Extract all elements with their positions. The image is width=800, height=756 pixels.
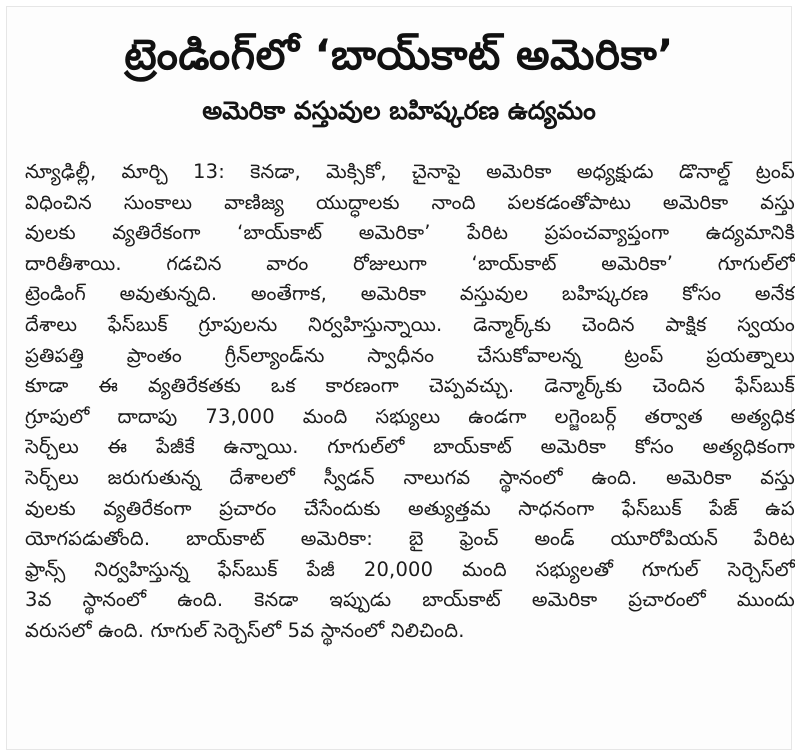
news-clipping	[6, 6, 795, 750]
article-body-line: 3వ స్థానంలో ఉంది. కెనడా ఇప్పుడు బాయ్‌కాట్ అమెరికా ప్రచారంలో ముందు	[25, 588, 795, 612]
article-body-line: కూడా ఈ వ్యతిరేకతకు ఒక కారణంగా చెప్పవచ్చు. డెన్మార్క్‌కు చెందిన ఫేస్‌బుక్	[25, 374, 795, 398]
article-body-line: యోగపడుతోంది. బాయ్‌కాట్ అమెరికా: బై ఫ్రెంచ్ అండ్ యూరోపియన్ పేరిట	[25, 527, 795, 551]
article-body	[25, 157, 795, 647]
article-body-line: ఫ్రాన్స్ నిర్వహిస్తున్న ఫేస్‌బుక్ పేజీ 20,000 మంది సభ్యులతో గూగుల్ సెర్చెస్‌లో	[25, 557, 795, 581]
article-body-line: సెర్చ్‌లు జరుగుతున్న దేశాలలో స్వీడన్ నాలుగవ స్థానంలో ఉంది. అమెరికా వస్తు	[25, 465, 795, 489]
article-subheadline: అమెరికా వస్తువుల బహిష్కరణ ఉద్యమం	[202, 96, 596, 125]
article-body-line: ట్రెండింగ్ అవుతున్నది. అంతేగాక, అమెరికా వస్తువుల బహిష్కరణ కోసం అనేక	[25, 282, 795, 306]
article-body-line: విధించిన సుంకాలు వాణిజ్య యుద్ధాలకు నాంది పలకడంతోపాటు అమెరికా వస్తు	[25, 190, 795, 214]
article-body-line: న్యూఢిల్లీ, మార్చి 13: కెనడా, మెక్సికో, చైనాపై అమెరికా అధ్యక్షుడు డొనాల్డ్ ట్రంప్	[25, 160, 795, 183]
article-body-line: వరుసలో ఉంది. గూగుల్ సెర్చెస్‌లో 5వ స్థానంలో నిలిచింది.	[25, 618, 465, 642]
article-body-line: దేశాలు ఫేస్‌బుక్ గ్రూపులను నిర్వహిస్తున్నాయి. డెన్మార్క్‌కు చెందిన పాక్షిక స్వయం	[25, 312, 795, 336]
article-body-line: గ్రూపులో దాదాపు 73,000 మంది సభ్యులు ఉండగా లగ్జెంబర్గ్ తర్వాత అత్యధిక	[25, 404, 795, 428]
article-body-line: వులకు వ్యతిరేకంగా ప్రచారం చేసేందుకు అత్యుత్తమ సాధనంగా ఫేస్‌బుక్ పేజ్ ఉప	[25, 496, 795, 520]
article-headline: ట్రెండింగ్‌లో ‘బాయ్‌కాట్ అమెరికా’	[124, 30, 674, 79]
article-body-line: సెర్చ్‌లు ఈ పేజీకే ఉన్నాయి. గూగుల్‌లో బాయ్‌కాట్ అమెరికా కోసం అత్యధికంగా	[25, 435, 795, 459]
article-body-line: వులకు వ్యతిరేకంగా ‘బాయ్‌కాట్ అమెరికా’ పేరిట ప్రపంచవ్యాప్తంగా ఉద్యమానికి	[25, 221, 795, 245]
article-body-line: ప్రతిపత్తి ప్రాంతం గ్రీన్‌ల్యాండ్‌ను స్వాధీనం చేసుకోవాలన్న ట్రంప్ ప్రయత్నాలు	[25, 343, 795, 367]
article-body-line: దారితీశాయి. గడచిన వారం రోజులుగా ‘బాయ్‌కాట్ అమెరికా’ గూగుల్‌లో	[25, 251, 795, 275]
